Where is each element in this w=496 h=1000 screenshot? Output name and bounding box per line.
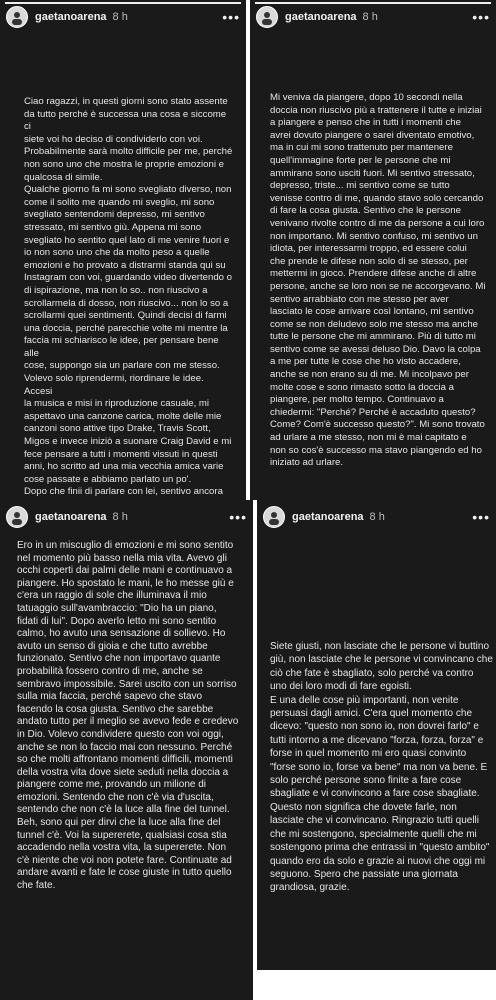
profile-photo-icon: [266, 509, 282, 525]
avatar[interactable]: [6, 6, 28, 28]
profile-photo-icon: [9, 509, 25, 525]
story-text: Ero in un miscuglio di emozioni e mi sono sentito nel momento più basso nella mia vita. Avevo gli occhi coperti dai palmi delle mani e continuavo a piangere. Ho spostato le mani, le ho messe giù e c'era un raggio di sole che illuminava il mio tatuaggio sull'avambraccio: "Dio ha un piano, fidati di lui". Dopo averlo letto mi sono sentito calmo, ho avuto una sensazione di sollievo. Ho avuto un senso di gioia e che tutto avrebbe funzionato. Sentivo che non importavo quante probabilità fossero contro di me, anche se sembravo impossibile. Sarei uscito con un sorriso sulla mia faccia, perché sapevo che stavo facendo la cosa giusta. Sentivo che sarebbe andato tutto per il meglio se avevo fede e credevo in Dio. Volevo condividere questo con voi oggi, anche se non lo faccio mai con nessuno. Perché so che molti affrontano momenti difficili, momenti della vostra vita dove siete seduti nella doccia a piangere come me, provando un milione di emozioni. Sentendo che non c'è via d'uscita, sentendo che non c'è la luce alla fine del tunnel. Beh, sono qui per dirvi che la luce alla fine del tunnel c'è. Voi la supererete, qualsiasi cosa stia accadendo nella vostra vita, la supererete. Non c'è niente che voi non potete fare. Continuate ad andare avanti e fate le cose giuste in tutto quello che fate.: [17, 540, 239, 892]
story-text: Ciao ragazzi, in questi giorni sono stato assente da tutto perché è successa una cosa e siccome ci siete voi ho deciso di condividerlo con voi. Probabilmente sarà molto difficile per me, perché non sono uno che mostra le proprie emozioni e qualcosa di simile. Qualche giorno fa mi sono svegliato diverso, non come il solito me quando mi sveglio, mi sono svegliato sentendomi depresso, mi sentivo stressato, mi sentivo giù. Appena mi sono svegliato ho sentito quel lato di me venire fuori e io non sono uno che da molto peso a quelle emozioni e ho provato a distrarmi standa qui su Instagram con voi, guardando video divertendo o di ispirazione, ma non lo so.. non riuscivo a scrollarmela di dosso, non riuscivo... non lo so a scrollarmi quei sentimenti. Quindi decisi di farmi una doccia, perché parecchie volte mi mentre la faccia mi schiarisco le idee, per pensare bene alle cose, suppongo sia un parlare con me stesso. Volevo solo riprendermi, riordinare le idee. Accesi la musica e misi in riproduzione casuale, mi aspettavo una canzone carica, molte delle mie canzoni sono attive tipo Drake, Travis Scott, Migos e invece iniziò a suonare Craig David e mi fece pensare a tutti i momenti vissuti in questi anni, ho scritto ad una mia vecchia amica varie cose passate e abbiamo parlato un po'. Dopo che finii di parlare con lei, sentivo ancora: [24, 96, 233, 498]
avatar[interactable]: [263, 506, 285, 528]
post-time: 8 h: [362, 11, 378, 23]
post-time: 8 h: [112, 511, 128, 523]
more-options-icon[interactable]: •••: [222, 9, 240, 25]
story-header: [250, 0, 496, 34]
username[interactable]: gaetanoarena: [35, 511, 107, 523]
profile-photo-icon: [259, 9, 275, 25]
username[interactable]: gaetanoarena: [285, 11, 357, 23]
more-options-icon[interactable]: •••: [472, 509, 490, 525]
story-panel-4[interactable]: [257, 500, 496, 970]
username[interactable]: gaetanoarena: [292, 511, 364, 523]
post-time: 8 h: [112, 11, 128, 23]
story-header: [0, 0, 246, 34]
story-header: [0, 500, 253, 534]
username[interactable]: gaetanoarena: [35, 11, 107, 23]
story-panel-1[interactable]: [0, 0, 246, 500]
more-options-icon[interactable]: •••: [229, 509, 247, 525]
more-options-icon[interactable]: •••: [472, 9, 490, 25]
story-text: Mi veniva da piangere, dopo 10 secondi nella doccia non riuscivo più a trattenere il tutte e iniziai a piangere e penso che in tutti i momenti che avrei dovuto piangere o sarei diventato emotivo, ma in cui mi sono trattenuto per mantenere quell'immagine forte per le persone che mi ammirano sono usciti fuori. Mi sentivo stressato, depresso, triste... mi sentivo come se tutto venisse contro di me, quando stavo solo cercando di fare la cosa giusta. Sentivo che le persone venivano rivolte contro di me da persone a cui loro non importano. Mi sentivo confuso, mi sentivo un idiota, per interessarmi troppo, ed essere colui che prende le difese non solo di se stesso, per mettermi in gioco. Prendere difese anche di altre persone, anche se loro non se ne accorgevano. Mi sentivo arrabbiato con me stesso per aver lasciato le cose arrivare così lontano, mi sentivo come se non deludevo solo me stesso ma anche tutte le persone che mi ammirano. Più di tutto mi sentivo come se avessi deluso Dio. Davo la colpa a me per tutte le cose che ho visto accadere, anche se non erano su di me. Mi incolpavo per molte cose e sono rimasto sotto la doccia a piangere, per molto tempo. Continuavo a chiedermi: "Perché? Perché è accaduto questo? Come? Com'è successo questo?". Mi sono trovato ad urlare a me stesso, non mi è mai capitato e non so cos'è successo ma stavo piangendo ed ho iniziato ad urlare.: [270, 92, 486, 469]
avatar[interactable]: [256, 6, 278, 28]
profile-photo-icon: [9, 9, 25, 25]
story-panel-2[interactable]: [250, 0, 496, 500]
post-time: 8 h: [369, 511, 385, 523]
avatar[interactable]: [6, 506, 28, 528]
story-header: [257, 500, 496, 534]
story-text: Siete giusti, non lasciate che le persone vi buttino giù, non lasciate che le persone vi convincano che ciò che fate è sbagliato, solo perché va contro uno dei loro modi di fare egoisti. E una delle cose più importanti, non venite persuasi dagli amici. C'era quel momento che dicevo: "questo non sono io, non dovrei farlo" e tutti intorno a me dicevano "forza, forza, forza" e forse in quel momento mi ero quasi convinto "forse sono io, forse va bene" ma non va bene. E solo perché persone sono finite a fare cose sbagliate e vi convincono a fare cose sbagliate. Questo non significa che dovete farle, non lasciate che vi convincano. Ringrazio tutti quelli che mi sostengono, specialmente quelli che mi sostengono prima che entrassi in "questo ambito" quando ero da solo e grazie ai nuovi che oggi mi seguono. Spero che passiate una giornata grandiosa, grazie.: [270, 641, 493, 894]
story-panel-3[interactable]: [0, 500, 253, 1000]
